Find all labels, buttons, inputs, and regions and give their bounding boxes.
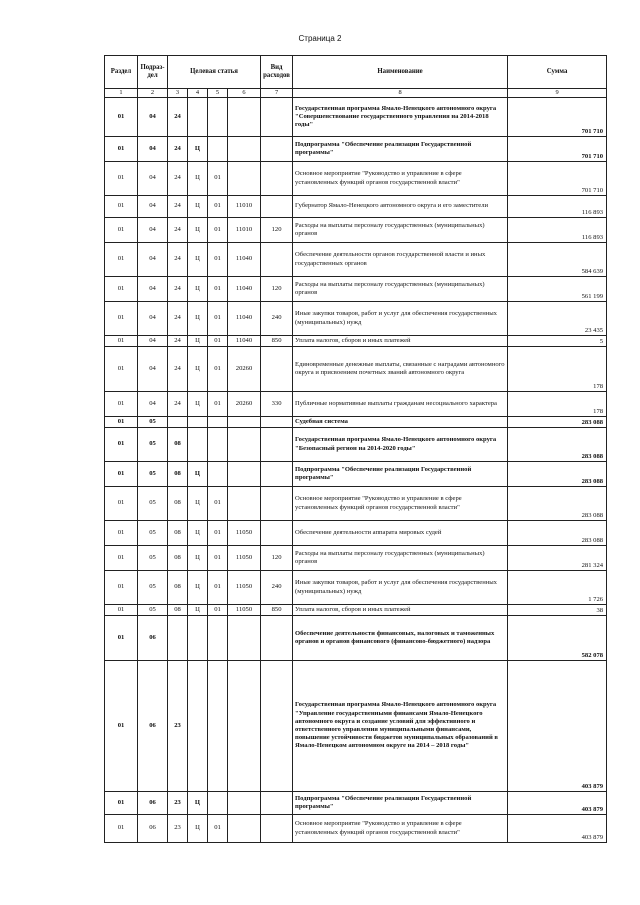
cell-vid-rashodov: 120 — [261, 277, 293, 302]
cell-podrazdel: 04 — [138, 243, 168, 277]
cell-subprogram: Ц — [188, 487, 208, 521]
cell-podrazdel: 04 — [138, 302, 168, 336]
cell-vid-rashodov — [261, 428, 293, 462]
table-row — [105, 277, 607, 302]
table-row — [105, 605, 607, 616]
cell-razdel: 01 — [105, 336, 138, 347]
table-row — [105, 417, 607, 428]
cell-subprogram: Ц — [188, 571, 208, 605]
cell-naimenovanie: Основное мероприятие "Руководство и управление в сфере установленных функций органов государственной власти" — [293, 487, 508, 521]
cell-razdel: 01 — [105, 302, 138, 336]
table-row — [105, 428, 607, 462]
cell-direction: 20260 — [228, 392, 261, 417]
cell-summa: 403 879 — [508, 661, 607, 792]
cell-event: 01 — [208, 815, 228, 843]
cell-razdel: 01 — [105, 616, 138, 661]
cell-podrazdel: 06 — [138, 792, 168, 815]
cell-summa: 701 710 — [508, 98, 607, 137]
cell-event: 01 — [208, 196, 228, 218]
cell-program: 23 — [168, 661, 188, 792]
cell-event: 01 — [208, 546, 228, 571]
cell-subprogram: Ц — [188, 792, 208, 815]
cell-subprogram: Ц — [188, 521, 208, 546]
table-row — [105, 546, 607, 571]
cell-naimenovanie: Государственная программа Ямало-Ненецкого автономного округа "Управление государственными финансами Ямало-Ненецкого автономного округа и создание условий для эффективного и ответственного управления муниципальными финансами, повышение устойчивости бюджетов муниципальных образований в Ямало-Ненецком автономном округе на 2014 – 2018 годы" — [293, 661, 508, 792]
cell-razdel: 01 — [105, 605, 138, 616]
cell-direction: 11050 — [228, 605, 261, 616]
cell-event: 01 — [208, 218, 228, 243]
cell-subprogram: Ц — [188, 815, 208, 843]
cell-razdel: 01 — [105, 428, 138, 462]
cell-razdel: 01 — [105, 521, 138, 546]
column-number: 3 — [168, 89, 188, 98]
cell-summa: 582 078 — [508, 616, 607, 661]
cell-direction — [228, 815, 261, 843]
cell-podrazdel: 04 — [138, 162, 168, 196]
table-row — [105, 302, 607, 336]
cell-summa: 178 — [508, 347, 607, 392]
cell-subprogram: Ц — [188, 605, 208, 616]
header-razdel: Раздел — [105, 56, 138, 89]
header-podrazdel: Подраз-дел — [138, 56, 168, 89]
cell-naimenovanie: Публичные нормативные выплаты гражданам несоциального характера — [293, 392, 508, 417]
cell-razdel: 01 — [105, 196, 138, 218]
cell-summa: 584 639 — [508, 243, 607, 277]
cell-summa: 1 726 — [508, 571, 607, 605]
cell-razdel: 01 — [105, 792, 138, 815]
cell-event — [208, 137, 228, 162]
cell-naimenovanie: Государственная программа Ямало-Ненецкого автономного округа "Совершенствование государственного управления на 2014-2018 годы" — [293, 98, 508, 137]
cell-razdel: 01 — [105, 392, 138, 417]
cell-vid-rashodov — [261, 243, 293, 277]
column-number: 8 — [293, 89, 508, 98]
cell-program: 24 — [168, 392, 188, 417]
cell-subprogram: Ц — [188, 218, 208, 243]
budget-table — [104, 55, 607, 843]
cell-subprogram: Ц — [188, 336, 208, 347]
cell-naimenovanie: Обеспечение деятельности органов государственной власти и иных государственных органов — [293, 243, 508, 277]
column-number: 5 — [208, 89, 228, 98]
cell-vid-rashodov: 120 — [261, 218, 293, 243]
cell-razdel: 01 — [105, 218, 138, 243]
cell-direction — [228, 137, 261, 162]
cell-razdel: 01 — [105, 462, 138, 487]
cell-direction: 11010 — [228, 196, 261, 218]
cell-podrazdel: 04 — [138, 336, 168, 347]
table-row — [105, 336, 607, 347]
cell-event: 01 — [208, 336, 228, 347]
cell-podrazdel: 05 — [138, 521, 168, 546]
cell-direction — [228, 428, 261, 462]
cell-podrazdel: 04 — [138, 277, 168, 302]
cell-direction — [228, 162, 261, 196]
table-row — [105, 571, 607, 605]
cell-naimenovanie: Государственная программа Ямало-Ненецкого автономного округа "Безопасный регион на 2014-2020 годы" — [293, 428, 508, 462]
cell-vid-rashodov — [261, 487, 293, 521]
cell-vid-rashodov — [261, 417, 293, 428]
cell-program: 23 — [168, 815, 188, 843]
cell-direction — [228, 462, 261, 487]
cell-event: 01 — [208, 162, 228, 196]
cell-subprogram — [188, 616, 208, 661]
cell-summa: 5 — [508, 336, 607, 347]
cell-naimenovanie: Иные закупки товаров, работ и услуг для обеспечения государственных (муниципальных) нужд — [293, 571, 508, 605]
cell-naimenovanie: Иные закупки товаров, работ и услуг для обеспечения государственных (муниципальных) нужд — [293, 302, 508, 336]
cell-event: 01 — [208, 302, 228, 336]
cell-event — [208, 616, 228, 661]
cell-summa: 701 710 — [508, 137, 607, 162]
cell-podrazdel: 05 — [138, 605, 168, 616]
cell-program: 08 — [168, 571, 188, 605]
cell-subprogram — [188, 428, 208, 462]
cell-summa: 283 088 — [508, 428, 607, 462]
cell-summa: 283 088 — [508, 487, 607, 521]
cell-program: 24 — [168, 243, 188, 277]
cell-event — [208, 417, 228, 428]
cell-program: 24 — [168, 137, 188, 162]
cell-direction: 20260 — [228, 347, 261, 392]
cell-event — [208, 428, 228, 462]
column-number: 7 — [261, 89, 293, 98]
cell-naimenovanie: Единовременные денежные выплаты, связанные с наградами автономного округа и присвоением почетных званий автономного округа — [293, 347, 508, 392]
cell-program: 08 — [168, 605, 188, 616]
cell-summa: 281 324 — [508, 546, 607, 571]
cell-summa: 178 — [508, 392, 607, 417]
cell-direction — [228, 487, 261, 521]
cell-subprogram: Ц — [188, 462, 208, 487]
cell-naimenovanie: Губернатор Ямало-Ненецкого автономного округа и его заместители — [293, 196, 508, 218]
cell-program: 24 — [168, 98, 188, 137]
cell-event — [208, 792, 228, 815]
cell-podrazdel: 04 — [138, 98, 168, 137]
cell-naimenovanie: Расходы на выплаты персоналу государственных (муниципальных) органов — [293, 546, 508, 571]
cell-subprogram: Ц — [188, 277, 208, 302]
cell-subprogram — [188, 98, 208, 137]
cell-summa: 116 893 — [508, 196, 607, 218]
cell-direction: 11050 — [228, 571, 261, 605]
cell-vid-rashodov — [261, 137, 293, 162]
cell-program — [168, 417, 188, 428]
cell-podrazdel: 04 — [138, 137, 168, 162]
cell-program: 24 — [168, 162, 188, 196]
cell-summa: 283 088 — [508, 521, 607, 546]
header-vid-rashodov: Вид расходов — [261, 56, 293, 89]
cell-naimenovanie: Уплата налогов, сборов и иных платежей — [293, 336, 508, 347]
cell-podrazdel: 04 — [138, 347, 168, 392]
table-row — [105, 792, 607, 815]
cell-summa: 403 879 — [508, 792, 607, 815]
cell-naimenovanie: Расходы на выплаты персоналу государственных (муниципальных) органов — [293, 218, 508, 243]
cell-podrazdel: 06 — [138, 661, 168, 792]
cell-vid-rashodov: 850 — [261, 605, 293, 616]
cell-direction — [228, 417, 261, 428]
cell-podrazdel: 04 — [138, 196, 168, 218]
cell-subprogram: Ц — [188, 137, 208, 162]
cell-direction: 11050 — [228, 546, 261, 571]
cell-subprogram — [188, 417, 208, 428]
cell-summa: 701 710 — [508, 162, 607, 196]
cell-razdel: 01 — [105, 546, 138, 571]
cell-vid-rashodov — [261, 521, 293, 546]
table-row — [105, 521, 607, 546]
cell-vid-rashodov — [261, 196, 293, 218]
table-row — [105, 98, 607, 137]
cell-podrazdel: 05 — [138, 487, 168, 521]
cell-subprogram: Ц — [188, 162, 208, 196]
cell-vid-rashodov — [261, 661, 293, 792]
cell-event — [208, 661, 228, 792]
cell-direction: 11050 — [228, 521, 261, 546]
cell-podrazdel: 05 — [138, 546, 168, 571]
cell-direction — [228, 616, 261, 661]
cell-summa: 403 879 — [508, 815, 607, 843]
cell-razdel: 01 — [105, 571, 138, 605]
cell-naimenovanie: Судебная система — [293, 417, 508, 428]
table-row — [105, 218, 607, 243]
table-row — [105, 462, 607, 487]
cell-event: 01 — [208, 277, 228, 302]
cell-subprogram: Ц — [188, 392, 208, 417]
column-number: 6 — [228, 89, 261, 98]
table-row — [105, 162, 607, 196]
cell-naimenovanie: Основное мероприятие "Руководство и управление в сфере установленных функций органов государственной власти" — [293, 815, 508, 843]
cell-summa: 283 088 — [508, 417, 607, 428]
cell-event: 01 — [208, 392, 228, 417]
cell-razdel: 01 — [105, 487, 138, 521]
header-summa: Сумма — [508, 56, 607, 89]
cell-naimenovanie: Подпрограмма "Обеспечение реализации Государственной программы" — [293, 137, 508, 162]
cell-event: 01 — [208, 487, 228, 521]
cell-event: 01 — [208, 243, 228, 277]
cell-razdel: 01 — [105, 815, 138, 843]
cell-summa: 38 — [508, 605, 607, 616]
cell-vid-rashodov — [261, 347, 293, 392]
cell-subprogram: Ц — [188, 302, 208, 336]
cell-naimenovanie: Подпрограмма "Обеспечение реализации Государственной программы" — [293, 792, 508, 815]
cell-podrazdel: 06 — [138, 616, 168, 661]
cell-razdel: 01 — [105, 661, 138, 792]
cell-razdel: 01 — [105, 417, 138, 428]
table-row — [105, 815, 607, 843]
cell-event — [208, 98, 228, 137]
column-number: 4 — [188, 89, 208, 98]
cell-program: 08 — [168, 546, 188, 571]
cell-vid-rashodov — [261, 162, 293, 196]
cell-direction: 11040 — [228, 277, 261, 302]
cell-subprogram — [188, 661, 208, 792]
cell-direction — [228, 661, 261, 792]
header-celevaya-statya: Целевая статья — [168, 56, 261, 89]
cell-program: 08 — [168, 487, 188, 521]
cell-razdel: 01 — [105, 277, 138, 302]
cell-event: 01 — [208, 605, 228, 616]
cell-summa: 283 088 — [508, 462, 607, 487]
cell-program: 24 — [168, 196, 188, 218]
table-row — [105, 487, 607, 521]
cell-podrazdel: 04 — [138, 392, 168, 417]
cell-vid-rashodov: 330 — [261, 392, 293, 417]
cell-vid-rashodov: 850 — [261, 336, 293, 347]
cell-event: 01 — [208, 571, 228, 605]
table-row — [105, 661, 607, 792]
cell-naimenovanie: Уплата налогов, сборов и иных платежей — [293, 605, 508, 616]
table-row — [105, 243, 607, 277]
table-body — [105, 89, 607, 843]
cell-podrazdel: 06 — [138, 815, 168, 843]
column-number: 2 — [138, 89, 168, 98]
cell-program: 24 — [168, 277, 188, 302]
cell-vid-rashodov — [261, 616, 293, 661]
cell-event: 01 — [208, 521, 228, 546]
cell-direction: 11040 — [228, 243, 261, 277]
cell-naimenovanie: Обеспечение деятельности финансовых, налоговых и таможенных органов и органов финансового (финансово-бюджетного) надзора — [293, 616, 508, 661]
header-naimenovanie: Наименование — [293, 56, 508, 89]
cell-program: 24 — [168, 347, 188, 392]
cell-razdel: 01 — [105, 162, 138, 196]
cell-subprogram: Ц — [188, 347, 208, 392]
table-row — [105, 196, 607, 218]
cell-naimenovanie: Основное мероприятие "Руководство и управление в сфере установленных функций органов государственной власти" — [293, 162, 508, 196]
cell-vid-rashodov: 120 — [261, 546, 293, 571]
cell-podrazdel: 05 — [138, 462, 168, 487]
cell-subprogram: Ц — [188, 196, 208, 218]
cell-direction: 11010 — [228, 218, 261, 243]
cell-naimenovanie: Расходы на выплаты персоналу государственных (муниципальных) органов — [293, 277, 508, 302]
cell-vid-rashodov: 240 — [261, 571, 293, 605]
cell-summa: 116 893 — [508, 218, 607, 243]
cell-program: 08 — [168, 428, 188, 462]
page-label: Страница 2 — [298, 34, 342, 43]
cell-summa: 561 199 — [508, 277, 607, 302]
cell-program: 23 — [168, 792, 188, 815]
cell-summa: 23 435 — [508, 302, 607, 336]
table-row — [105, 392, 607, 417]
column-number: 9 — [508, 89, 607, 98]
table-header-row — [105, 56, 607, 89]
column-number: 1 — [105, 89, 138, 98]
cell-podrazdel: 04 — [138, 218, 168, 243]
cell-program: 08 — [168, 521, 188, 546]
cell-direction — [228, 98, 261, 137]
table-row — [105, 347, 607, 392]
cell-naimenovanie: Подпрограмма "Обеспечение реализации Государственной программы" — [293, 462, 508, 487]
cell-razdel: 01 — [105, 137, 138, 162]
cell-program: 24 — [168, 302, 188, 336]
cell-vid-rashodov — [261, 462, 293, 487]
cell-event: 01 — [208, 347, 228, 392]
cell-vid-rashodov — [261, 98, 293, 137]
cell-vid-rashodov — [261, 792, 293, 815]
cell-subprogram: Ц — [188, 546, 208, 571]
cell-vid-rashodov: 240 — [261, 302, 293, 336]
cell-razdel: 01 — [105, 347, 138, 392]
cell-direction: 11040 — [228, 302, 261, 336]
cell-program: 08 — [168, 462, 188, 487]
cell-event — [208, 462, 228, 487]
cell-razdel: 01 — [105, 98, 138, 137]
cell-podrazdel: 05 — [138, 571, 168, 605]
cell-podrazdel: 05 — [138, 428, 168, 462]
cell-program — [168, 616, 188, 661]
cell-razdel: 01 — [105, 243, 138, 277]
cell-program: 24 — [168, 218, 188, 243]
cell-program: 24 — [168, 336, 188, 347]
table-row — [105, 137, 607, 162]
cell-vid-rashodov — [261, 815, 293, 843]
table-row — [105, 616, 607, 661]
cell-subprogram: Ц — [188, 243, 208, 277]
cell-direction — [228, 792, 261, 815]
cell-direction: 11040 — [228, 336, 261, 347]
column-number-row — [105, 89, 607, 98]
cell-naimenovanie: Обеспечение деятельности аппарата мировых судей — [293, 521, 508, 546]
cell-podrazdel: 05 — [138, 417, 168, 428]
